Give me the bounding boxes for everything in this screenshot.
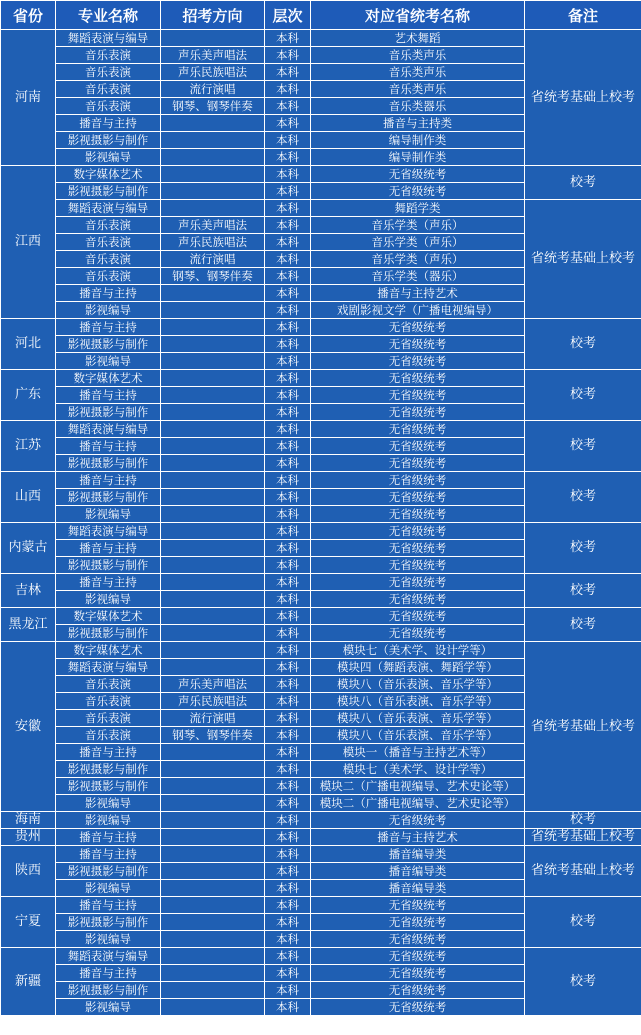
province-cell: 黑龙江 xyxy=(1,608,56,642)
level-cell: 本科 xyxy=(265,523,311,540)
major-cell: 音乐表演 xyxy=(56,251,161,268)
level-cell: 本科 xyxy=(265,676,311,693)
level-cell: 本科 xyxy=(265,625,311,642)
major-cell: 播音与主持 xyxy=(56,744,161,761)
level-cell: 本科 xyxy=(265,710,311,727)
remark-cell: 校考 xyxy=(525,370,641,421)
exam-cell: 音乐类器乐 xyxy=(311,98,525,115)
header-direction: 招考方向 xyxy=(161,1,265,30)
level-cell: 本科 xyxy=(265,404,311,421)
level-cell: 本科 xyxy=(265,982,311,999)
major-cell: 播音与主持 xyxy=(56,574,161,591)
level-cell: 本科 xyxy=(265,268,311,285)
level-cell: 本科 xyxy=(265,30,311,47)
level-cell: 本科 xyxy=(265,931,311,948)
remark-cell: 省统考基础上校考 xyxy=(525,642,641,812)
exam-cell: 播音与主持艺术 xyxy=(311,285,525,302)
level-cell: 本科 xyxy=(265,540,311,557)
major-cell: 影视摄影与制作 xyxy=(56,625,161,642)
major-cell: 影视摄影与制作 xyxy=(56,761,161,778)
province-cell: 山西 xyxy=(1,472,56,523)
remark-cell: 校考 xyxy=(525,812,641,829)
direction-cell: 钢琴、钢琴伴奏 xyxy=(161,268,265,285)
province-cell: 内蒙古 xyxy=(1,523,56,574)
major-cell: 影视摄影与制作 xyxy=(56,183,161,200)
direction-cell xyxy=(161,353,265,370)
major-cell: 影视摄影与制作 xyxy=(56,557,161,574)
major-cell: 影视编导 xyxy=(56,506,161,523)
major-cell: 影视摄影与制作 xyxy=(56,982,161,999)
level-cell: 本科 xyxy=(265,506,311,523)
direction-cell xyxy=(161,744,265,761)
exam-cell: 无省级统考 xyxy=(311,608,525,625)
major-cell: 影视摄影与制作 xyxy=(56,489,161,506)
direction-cell xyxy=(161,166,265,183)
province-cell: 吉林 xyxy=(1,574,56,608)
exam-cell: 模块一（播音与主持艺术等） xyxy=(311,744,525,761)
remark-cell: 校考 xyxy=(525,472,641,523)
province-cell: 江西 xyxy=(1,166,56,319)
major-cell: 数字媒体艺术 xyxy=(56,370,161,387)
exam-cell: 无省级统考 xyxy=(311,336,525,353)
major-cell: 播音与主持 xyxy=(56,846,161,863)
level-cell: 本科 xyxy=(265,98,311,115)
major-cell: 音乐表演 xyxy=(56,47,161,64)
direction-cell: 声乐民族唱法 xyxy=(161,234,265,251)
exam-cell: 无省级统考 xyxy=(311,999,525,1016)
direction-cell xyxy=(161,812,265,829)
table-row xyxy=(1,829,641,846)
level-cell: 本科 xyxy=(265,438,311,455)
direction-cell xyxy=(161,625,265,642)
header-level: 层次 xyxy=(265,1,311,30)
major-cell: 播音与主持 xyxy=(56,897,161,914)
exam-cell: 无省级统考 xyxy=(311,404,525,421)
major-cell: 舞蹈表演与编导 xyxy=(56,30,161,47)
table-header-row xyxy=(1,1,641,30)
exam-cell: 无省级统考 xyxy=(311,540,525,557)
major-cell: 音乐表演 xyxy=(56,217,161,234)
major-cell: 影视摄影与制作 xyxy=(56,336,161,353)
exam-cell: 音乐学类（声乐） xyxy=(311,251,525,268)
level-cell: 本科 xyxy=(265,778,311,795)
direction-cell xyxy=(161,795,265,812)
level-cell: 本科 xyxy=(265,319,311,336)
direction-cell xyxy=(161,523,265,540)
level-cell: 本科 xyxy=(265,115,311,132)
level-cell: 本科 xyxy=(265,863,311,880)
level-cell: 本科 xyxy=(265,200,311,217)
major-cell: 影视摄影与制作 xyxy=(56,132,161,149)
province-cell: 新疆 xyxy=(1,948,56,1016)
exam-cell: 模块八（音乐表演、音乐学等） xyxy=(311,710,525,727)
province-cell: 陕西 xyxy=(1,846,56,897)
table-row xyxy=(1,523,641,540)
exam-cell: 无省级统考 xyxy=(311,506,525,523)
direction-cell xyxy=(161,931,265,948)
direction-cell: 流行演唱 xyxy=(161,710,265,727)
level-cell: 本科 xyxy=(265,421,311,438)
exam-cell: 无省级统考 xyxy=(311,387,525,404)
header-province: 省份 xyxy=(1,1,56,30)
exam-cell: 编导制作类 xyxy=(311,132,525,149)
level-cell: 本科 xyxy=(265,642,311,659)
exam-cell: 无省级统考 xyxy=(311,438,525,455)
exam-cell: 无省级统考 xyxy=(311,455,525,472)
table-row xyxy=(1,812,641,829)
exam-cell: 音乐类声乐 xyxy=(311,81,525,98)
level-cell: 本科 xyxy=(265,693,311,710)
level-cell: 本科 xyxy=(265,353,311,370)
level-cell: 本科 xyxy=(265,999,311,1016)
major-cell: 音乐表演 xyxy=(56,268,161,285)
header-major: 专业名称 xyxy=(56,1,161,30)
direction-cell xyxy=(161,999,265,1016)
exam-cell: 舞蹈学类 xyxy=(311,200,525,217)
remark-cell: 校考 xyxy=(525,948,641,1016)
direction-cell xyxy=(161,132,265,149)
exam-cell: 播音编导类 xyxy=(311,846,525,863)
level-cell: 本科 xyxy=(265,47,311,64)
exam-cell: 无省级统考 xyxy=(311,489,525,506)
province-cell: 江苏 xyxy=(1,421,56,472)
direction-cell xyxy=(161,30,265,47)
level-cell: 本科 xyxy=(265,455,311,472)
major-cell: 舞蹈表演与编导 xyxy=(56,200,161,217)
exam-cell: 模块八（音乐表演、音乐学等） xyxy=(311,676,525,693)
major-cell: 影视编导 xyxy=(56,931,161,948)
direction-cell xyxy=(161,914,265,931)
direction-cell xyxy=(161,319,265,336)
exam-cell: 播音与主持艺术 xyxy=(311,829,525,846)
table-row xyxy=(1,608,641,625)
remark-cell: 校考 xyxy=(525,574,641,608)
direction-cell xyxy=(161,285,265,302)
direction-cell xyxy=(161,302,265,319)
province-cell: 河北 xyxy=(1,319,56,370)
exam-cell: 无省级统考 xyxy=(311,183,525,200)
remark-cell: 省统考基础上校考 xyxy=(525,30,641,166)
exam-cell: 模块八（音乐表演、音乐学等） xyxy=(311,727,525,744)
table-row xyxy=(1,421,641,438)
direction-cell xyxy=(161,778,265,795)
direction-cell xyxy=(161,642,265,659)
table-row xyxy=(1,200,641,217)
direction-cell xyxy=(161,387,265,404)
direction-cell xyxy=(161,472,265,489)
level-cell: 本科 xyxy=(265,166,311,183)
table-row xyxy=(1,897,641,914)
direction-cell: 声乐民族唱法 xyxy=(161,693,265,710)
direction-cell xyxy=(161,965,265,982)
header-exam: 对应省统考名称 xyxy=(311,1,525,30)
level-cell: 本科 xyxy=(265,574,311,591)
exam-cell: 播音编导类 xyxy=(311,863,525,880)
major-cell: 数字媒体艺术 xyxy=(56,642,161,659)
level-cell: 本科 xyxy=(265,370,311,387)
level-cell: 本科 xyxy=(265,846,311,863)
major-cell: 播音与主持 xyxy=(56,540,161,557)
exam-cell: 无省级统考 xyxy=(311,166,525,183)
exam-cell: 无省级统考 xyxy=(311,982,525,999)
major-cell: 播音与主持 xyxy=(56,115,161,132)
major-cell: 影视摄影与制作 xyxy=(56,914,161,931)
remark-cell: 校考 xyxy=(525,319,641,370)
direction-cell: 声乐美声唱法 xyxy=(161,47,265,64)
table-row xyxy=(1,642,641,659)
direction-cell xyxy=(161,115,265,132)
direction-cell: 声乐美声唱法 xyxy=(161,676,265,693)
exam-cell: 无省级统考 xyxy=(311,812,525,829)
major-cell: 音乐表演 xyxy=(56,710,161,727)
major-cell: 影视摄影与制作 xyxy=(56,404,161,421)
major-cell: 播音与主持 xyxy=(56,829,161,846)
direction-cell xyxy=(161,540,265,557)
exam-cell: 模块八（音乐表演、音乐学等） xyxy=(311,693,525,710)
remark-cell: 省统考基础上校考 xyxy=(525,846,641,897)
remark-cell: 校考 xyxy=(525,166,641,200)
major-cell: 音乐表演 xyxy=(56,81,161,98)
remark-cell: 省统考基础上校考 xyxy=(525,829,641,846)
direction-cell xyxy=(161,659,265,676)
level-cell: 本科 xyxy=(265,285,311,302)
table-row xyxy=(1,319,641,336)
level-cell: 本科 xyxy=(265,914,311,931)
exam-cell: 无省级统考 xyxy=(311,353,525,370)
exam-cell: 无省级统考 xyxy=(311,931,525,948)
level-cell: 本科 xyxy=(265,336,311,353)
table-row xyxy=(1,166,641,183)
table-row xyxy=(1,948,641,965)
major-cell: 影视编导 xyxy=(56,880,161,897)
level-cell: 本科 xyxy=(265,81,311,98)
major-cell: 音乐表演 xyxy=(56,727,161,744)
level-cell: 本科 xyxy=(265,251,311,268)
direction-cell xyxy=(161,149,265,166)
exam-cell: 音乐学类（声乐） xyxy=(311,234,525,251)
level-cell: 本科 xyxy=(265,472,311,489)
province-cell: 宁夏 xyxy=(1,897,56,948)
direction-cell xyxy=(161,982,265,999)
direction-cell xyxy=(161,829,265,846)
exam-cell: 模块二（广播电视编导、艺术史论等） xyxy=(311,795,525,812)
exam-cell: 无省级统考 xyxy=(311,472,525,489)
exam-cell: 无省级统考 xyxy=(311,625,525,642)
level-cell: 本科 xyxy=(265,761,311,778)
level-cell: 本科 xyxy=(265,591,311,608)
exam-cell: 无省级统考 xyxy=(311,370,525,387)
exam-cell: 音乐学类（器乐） xyxy=(311,268,525,285)
direction-cell xyxy=(161,591,265,608)
exam-cell: 无省级统考 xyxy=(311,523,525,540)
level-cell: 本科 xyxy=(265,965,311,982)
exam-cell: 播音与主持类 xyxy=(311,115,525,132)
remark-cell: 校考 xyxy=(525,421,641,472)
major-cell: 影视编导 xyxy=(56,302,161,319)
major-cell: 音乐表演 xyxy=(56,234,161,251)
level-cell: 本科 xyxy=(265,149,311,166)
level-cell: 本科 xyxy=(265,795,311,812)
level-cell: 本科 xyxy=(265,897,311,914)
major-cell: 舞蹈表演与编导 xyxy=(56,421,161,438)
level-cell: 本科 xyxy=(265,608,311,625)
major-cell: 影视摄影与制作 xyxy=(56,455,161,472)
exam-cell: 无省级统考 xyxy=(311,897,525,914)
level-cell: 本科 xyxy=(265,829,311,846)
major-cell: 舞蹈表演与编导 xyxy=(56,948,161,965)
direction-cell: 声乐美声唱法 xyxy=(161,217,265,234)
direction-cell xyxy=(161,455,265,472)
major-cell: 影视摄影与制作 xyxy=(56,863,161,880)
level-cell: 本科 xyxy=(265,387,311,404)
exam-cell: 模块四（舞蹈表演、舞蹈学等） xyxy=(311,659,525,676)
direction-cell xyxy=(161,336,265,353)
exam-cell: 艺术舞蹈 xyxy=(311,30,525,47)
level-cell: 本科 xyxy=(265,744,311,761)
major-cell: 影视编导 xyxy=(56,795,161,812)
major-cell: 播音与主持 xyxy=(56,387,161,404)
direction-cell: 声乐民族唱法 xyxy=(161,64,265,81)
level-cell: 本科 xyxy=(265,183,311,200)
exam-cell: 无省级统考 xyxy=(311,914,525,931)
direction-cell xyxy=(161,404,265,421)
direction-cell xyxy=(161,608,265,625)
major-cell: 影视摄影与制作 xyxy=(56,778,161,795)
table-row xyxy=(1,846,641,863)
level-cell: 本科 xyxy=(265,64,311,81)
exam-cell: 播音编导类 xyxy=(311,880,525,897)
exam-cell: 无省级统考 xyxy=(311,965,525,982)
level-cell: 本科 xyxy=(265,217,311,234)
exam-cell: 无省级统考 xyxy=(311,421,525,438)
direction-cell: 钢琴、钢琴伴奏 xyxy=(161,727,265,744)
major-cell: 影视编导 xyxy=(56,591,161,608)
header-remark: 备注 xyxy=(525,1,641,30)
level-cell: 本科 xyxy=(265,812,311,829)
direction-cell xyxy=(161,897,265,914)
direction-cell xyxy=(161,948,265,965)
direction-cell xyxy=(161,863,265,880)
remark-cell: 省统考基础上校考 xyxy=(525,200,641,319)
level-cell: 本科 xyxy=(265,727,311,744)
level-cell: 本科 xyxy=(265,948,311,965)
major-cell: 数字媒体艺术 xyxy=(56,608,161,625)
level-cell: 本科 xyxy=(265,659,311,676)
province-cell: 海南 xyxy=(1,812,56,829)
exam-cell: 无省级统考 xyxy=(311,948,525,965)
major-cell: 播音与主持 xyxy=(56,438,161,455)
exam-cell: 无省级统考 xyxy=(311,574,525,591)
direction-cell xyxy=(161,846,265,863)
exam-cell: 音乐学类（声乐） xyxy=(311,217,525,234)
major-cell: 舞蹈表演与编导 xyxy=(56,659,161,676)
exam-cell: 编导制作类 xyxy=(311,149,525,166)
exam-cell: 无省级统考 xyxy=(311,591,525,608)
direction-cell xyxy=(161,200,265,217)
direction-cell: 流行演唱 xyxy=(161,251,265,268)
major-cell: 舞蹈表演与编导 xyxy=(56,523,161,540)
exam-cell: 音乐类声乐 xyxy=(311,64,525,81)
major-cell: 播音与主持 xyxy=(56,965,161,982)
remark-cell: 校考 xyxy=(525,523,641,574)
exam-cell: 模块七（美术学、设计学等） xyxy=(311,642,525,659)
level-cell: 本科 xyxy=(265,880,311,897)
direction-cell xyxy=(161,557,265,574)
exam-cell: 戏剧影视文学（广播电视编导） xyxy=(311,302,525,319)
exam-cell: 无省级统考 xyxy=(311,557,525,574)
exam-cell: 模块二（广播电视编导、艺术史论等） xyxy=(311,778,525,795)
table-body xyxy=(1,30,641,1016)
direction-cell xyxy=(161,370,265,387)
major-cell: 影视编导 xyxy=(56,812,161,829)
province-cell: 广东 xyxy=(1,370,56,421)
direction-cell xyxy=(161,421,265,438)
major-cell: 播音与主持 xyxy=(56,472,161,489)
table-row xyxy=(1,472,641,489)
major-cell: 音乐表演 xyxy=(56,693,161,710)
major-cell: 播音与主持 xyxy=(56,319,161,336)
exam-cell: 无省级统考 xyxy=(311,319,525,336)
province-cell: 贵州 xyxy=(1,829,56,846)
direction-cell xyxy=(161,880,265,897)
level-cell: 本科 xyxy=(265,234,311,251)
major-cell: 数字媒体艺术 xyxy=(56,166,161,183)
table-row xyxy=(1,574,641,591)
major-cell: 影视编导 xyxy=(56,149,161,166)
level-cell: 本科 xyxy=(265,302,311,319)
province-cell: 河南 xyxy=(1,30,56,166)
province-cell: 安徽 xyxy=(1,642,56,812)
level-cell: 本科 xyxy=(265,557,311,574)
remark-cell: 校考 xyxy=(525,897,641,948)
table-row xyxy=(1,370,641,387)
direction-cell xyxy=(161,761,265,778)
exam-cell: 模块七（美术学、设计学等） xyxy=(311,761,525,778)
direction-cell: 流行演唱 xyxy=(161,81,265,98)
table-row xyxy=(1,30,641,47)
direction-cell xyxy=(161,489,265,506)
direction-cell: 钢琴、钢琴伴奏 xyxy=(161,98,265,115)
direction-cell xyxy=(161,183,265,200)
exam-cell: 音乐类声乐 xyxy=(311,47,525,64)
level-cell: 本科 xyxy=(265,489,311,506)
major-cell: 音乐表演 xyxy=(56,64,161,81)
major-cell: 播音与主持 xyxy=(56,285,161,302)
level-cell: 本科 xyxy=(265,132,311,149)
direction-cell xyxy=(161,438,265,455)
major-cell: 影视编导 xyxy=(56,999,161,1016)
major-cell: 影视编导 xyxy=(56,353,161,370)
remark-cell: 校考 xyxy=(525,608,641,642)
direction-cell xyxy=(161,506,265,523)
major-cell: 音乐表演 xyxy=(56,676,161,693)
major-cell: 音乐表演 xyxy=(56,98,161,115)
direction-cell xyxy=(161,574,265,591)
